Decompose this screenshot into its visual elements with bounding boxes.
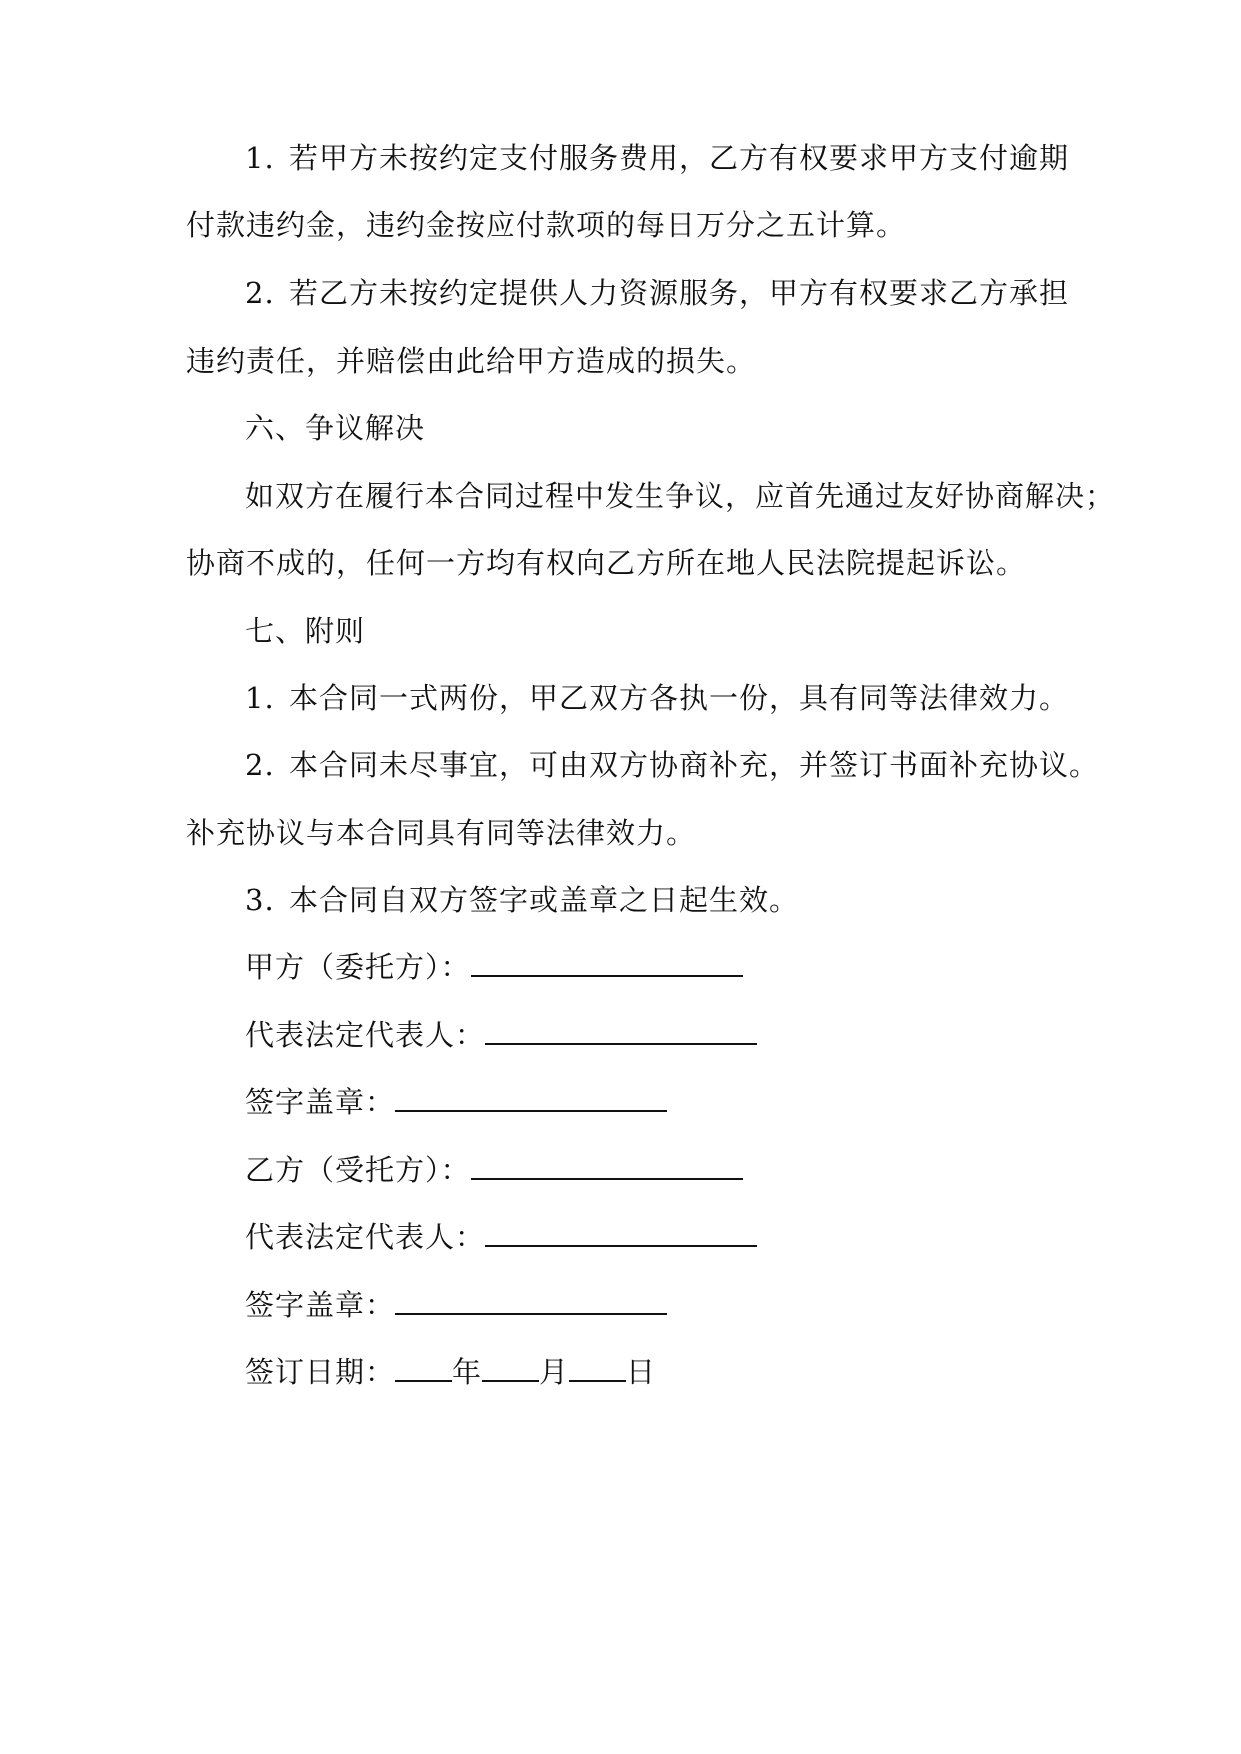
party-b-line: [245, 1150, 743, 1190]
signing-date-label: 签订日期：: [245, 1355, 396, 1389]
appendix-item-1: [245, 678, 1069, 718]
party-a-seal-blank: [395, 1084, 667, 1112]
day-blank: [569, 1354, 626, 1382]
party-a-line: [245, 947, 743, 987]
dispute-paragraph-line-1: 如双方在履行本合同过程中发生争议，应首先通过友好协商解决；: [245, 479, 1116, 513]
party-b-seal-blank: [395, 1287, 667, 1315]
breach-item-1-number: 1.: [245, 141, 275, 175]
party-b-seal-line: [245, 1285, 667, 1325]
appendix-item-1-number: 1.: [245, 681, 275, 715]
party-b-rep-line: [245, 1217, 757, 1257]
appendix-item-2-number: 2.: [245, 748, 275, 782]
month-blank: [482, 1354, 539, 1382]
appendix-item-2-line-1: [245, 745, 1099, 785]
signing-date-line: [245, 1352, 656, 1392]
breach-item-1-line-2: 付款违约金，违约金按应付款项的每日万分之五计算。: [186, 208, 907, 242]
dispute-paragraph-line-2: 协商不成的，任何一方均有权向乙方所在地人民法院提起诉讼。: [186, 546, 1027, 580]
party-a-blank: [471, 949, 743, 977]
party-b-rep-label: 代表法定代表人：: [245, 1220, 486, 1254]
appendix-item-3: [245, 880, 799, 920]
breach-item-2-line-2: 违约责任，并赔偿由此给甲方造成的损失。: [186, 344, 757, 378]
party-a-rep-blank: [485, 1017, 757, 1045]
year-blank: [395, 1354, 452, 1382]
appendix-item-3-text: 本合同自双方签字或盖章之日起生效。: [289, 883, 800, 917]
year-label: 年: [452, 1355, 483, 1389]
appendix-heading: 七、附则: [245, 614, 366, 648]
appendix-item-3-number: 3.: [245, 883, 275, 917]
party-a-seal-label: 签字盖章：: [245, 1085, 396, 1119]
party-a-label: 甲方（委托方）：: [245, 950, 471, 984]
party-b-rep-blank: [485, 1219, 757, 1247]
party-a-rep-label: 代表法定代表人：: [245, 1018, 486, 1052]
appendix-item-2-text: 本合同未尽事宜，可由双方协商补充，并签订书面补充协议。: [289, 748, 1100, 782]
month-label: 月: [539, 1355, 570, 1389]
breach-item-1-line-1: [245, 138, 1069, 178]
party-b-blank: [471, 1152, 743, 1180]
breach-item-2-line-1: [245, 273, 1069, 313]
breach-item-1-text: 若甲方未按约定支付服务费用，乙方有权要求甲方支付逾期: [289, 141, 1070, 175]
party-b-label: 乙方（受托方）：: [245, 1153, 471, 1187]
dispute-heading: 六、争议解决: [245, 411, 426, 445]
appendix-item-1-text: 本合同一式两份，甲乙双方各执一份，具有同等法律效力。: [289, 681, 1070, 715]
party-a-seal-line: [245, 1082, 667, 1122]
appendix-item-2-line-2: 补充协议与本合同具有同等法律效力。: [186, 816, 697, 850]
day-label: 日: [626, 1355, 657, 1389]
party-a-rep-line: [245, 1015, 757, 1055]
breach-item-2-number: 2.: [245, 276, 275, 310]
breach-item-2-text: 若乙方未按约定提供人力资源服务，甲方有权要求乙方承担: [289, 276, 1070, 310]
party-b-seal-label: 签字盖章：: [245, 1288, 396, 1322]
